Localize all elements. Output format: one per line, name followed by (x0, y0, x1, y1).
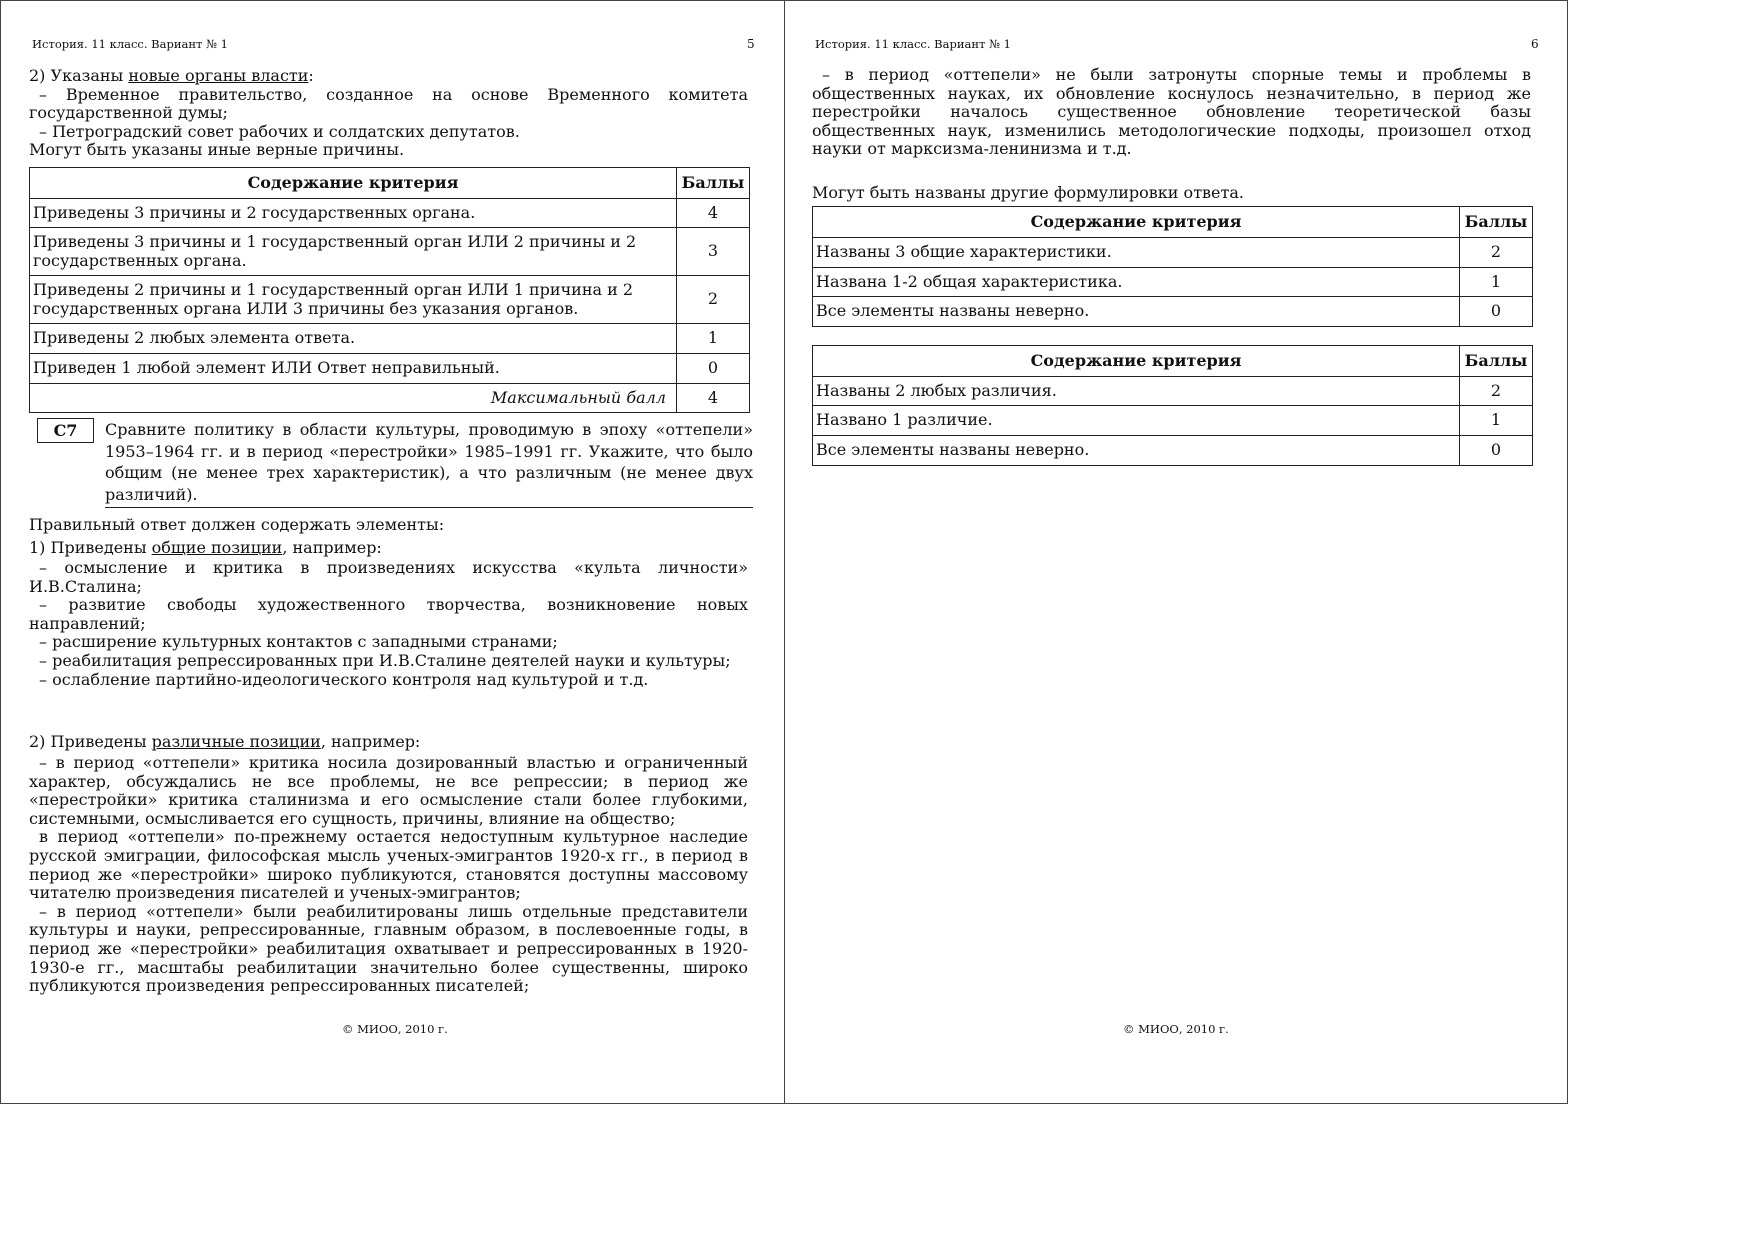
other-formulations-note (812, 184, 1531, 203)
max-score-label: Максимальный балл (30, 384, 677, 413)
points-cell: 1 (1460, 268, 1533, 297)
page-footer: © МИОО, 2010 г. (342, 1022, 448, 1036)
divider (105, 507, 753, 508)
criteria-cell: Приведены 2 любых элемента ответа. (30, 324, 677, 354)
underlined-term: различные позиции (151, 732, 321, 751)
list-item: – осмысление и критика в произведениях искусства «культа личности» И.В.Сталина; (29, 558, 748, 596)
table-row (30, 199, 750, 228)
criteria-table-c6 (29, 167, 750, 413)
answer-intro-section (29, 513, 748, 559)
paragraph: – Петроградский совет рабочих и солдатских депутатов. (39, 121, 520, 141)
points-cell: 1 (1460, 406, 1533, 436)
continuation-paragraph (812, 66, 1531, 159)
criteria-cell: Все элементы названы неверно. (813, 436, 1460, 466)
points-cell: 0 (1460, 297, 1533, 327)
max-score-row (30, 384, 750, 413)
text-fragment: 1) Приведены (29, 538, 152, 557)
paragraph: – Временное правительство, созданное на основе Временного комитета государственной думы; (29, 84, 748, 123)
points-cell: 2 (1460, 377, 1533, 406)
points-cell: 2 (1460, 238, 1533, 268)
list-item: – ослабление партийно-идеологического контроля над культурой и т.д. (39, 669, 649, 689)
table-row (30, 324, 750, 354)
column-header-criteria: Содержание критерия (813, 207, 1460, 238)
text-fragment: , например: (282, 538, 382, 557)
max-score-value: 4 (677, 384, 750, 413)
list-item: в период «оттепели» по-прежнему остается недоступным культурное наследие русской эмиграции, философская мысль ученых-эмигрантов 1920-х гг., в период в период же «перестройки» широко публикуются, становятся доступны массовому читателю произведения писателей и ученых-эмигрантов; (29, 827, 748, 903)
text-fragment: 2) Указаны (29, 66, 129, 85)
column-header-points: Баллы (1460, 207, 1533, 238)
different-positions-heading (29, 733, 748, 752)
table-row (30, 228, 750, 276)
paragraph: Правильный ответ должен содержать элементы: (29, 515, 445, 534)
table-row (813, 436, 1533, 466)
page-number: 5 (747, 37, 755, 51)
running-header: История. 11 класс. Вариант № 1 (815, 37, 1011, 51)
question-text-c7: Сравните политику в области культуры, проводимую в эпоху «оттепели» 1953–1964 гг. и в период «перестройки» 1985–1991 гг. Укажите, что было общим (не менее трех характеристик), а что различным (не менее двух различий). (105, 420, 753, 504)
common-positions-list (29, 559, 748, 689)
criteria-table-common (812, 206, 1533, 327)
paragraph: Могут быть названы другие формулировки ответа. (812, 183, 1244, 202)
table-row (813, 268, 1533, 297)
criteria-cell: Названы 3 общие характеристики. (813, 238, 1460, 268)
paragraph: Могут быть указаны иные верные причины. (29, 140, 405, 160)
table-row (30, 354, 750, 384)
table-row (813, 297, 1533, 327)
page-footer: © МИОО, 2010 г. (1123, 1022, 1229, 1036)
new-authorities-section (29, 67, 748, 160)
criteria-table-differences (812, 345, 1533, 466)
right-page (784, 0, 1568, 1104)
points-cell: 3 (677, 228, 750, 276)
list-item: – в период «оттепели» критика носила дозированный властью и ограниченный характер, обсуждались не все проблемы, не все репрессии; в период же «перестройки» критика сталинизма и его осмысление стали более глубокими, системными, осмысливается его сущность, причины, влияние на общество; (29, 753, 748, 828)
criteria-cell: Все элементы названы неверно. (813, 297, 1460, 327)
list-item: – реабилитация репрессированных при И.В.Сталине деятелей науки и культуры; (39, 650, 731, 670)
points-cell: 0 (1460, 436, 1533, 466)
criteria-cell: Названы 2 любых различия. (813, 377, 1460, 406)
text-fragment: : (308, 66, 314, 85)
page-number: 6 (1531, 37, 1539, 51)
criteria-cell: Приведен 1 любой элемент ИЛИ Ответ неправильный. (30, 354, 677, 384)
table-row (813, 377, 1533, 406)
criteria-cell: Приведены 3 причины и 2 государственных органа. (30, 199, 677, 228)
criteria-cell: Названа 1-2 общая характеристика. (813, 268, 1460, 297)
table-row (30, 276, 750, 324)
column-header-criteria: Содержание критерия (30, 168, 677, 199)
list-item: – расширение культурных контактов с западными странами; (39, 632, 558, 652)
criteria-cell: Названо 1 различие. (813, 406, 1460, 436)
list-item: – в период «оттепели» были реабилитированы лишь отдельные представители культуры и науки, репрессированные, главным образом, в послевоенные годы, в период же «перестройки» реабилитация охватывает и репрессированных в 1920-1930-е гг., масштабы реабилитации значительно более существенны, широко публикуются произведения репрессированных писателей; (29, 901, 748, 996)
points-cell: 1 (677, 324, 750, 354)
underlined-term: новые органы власти (128, 66, 309, 85)
criteria-cell: Приведены 2 причины и 1 государственный орган ИЛИ 1 причина и 2 государственных органа ИЛИ 3 причины без указания органов. (30, 276, 677, 324)
table-row (813, 406, 1533, 436)
column-header-criteria: Содержание критерия (813, 346, 1460, 377)
text-fragment: 2) Приведены (29, 732, 152, 751)
different-positions-list (29, 754, 748, 996)
table-row (813, 238, 1533, 268)
left-page (0, 0, 785, 1104)
text-fragment: , например: (320, 732, 421, 751)
points-cell: 2 (677, 276, 750, 324)
paragraph: – в период «оттепели» не были затронуты спорные темы и проблемы в общественных науках, их обновление коснулось незначительно, в период же перестройки началось существенное обновление теоретической базы общественных наук, изменились методологические подходы, произошел отход науки от марксизма-ленинизма и т.д. (812, 65, 1531, 159)
running-header: История. 11 класс. Вариант № 1 (32, 37, 228, 51)
underlined-term: общие позиции (151, 538, 283, 557)
column-header-points: Баллы (677, 168, 750, 199)
points-cell: 0 (677, 354, 750, 384)
list-item: – развитие свободы художественного творчества, возникновение новых направлений; (29, 595, 748, 633)
points-cell: 4 (677, 199, 750, 228)
column-header-points: Баллы (1460, 346, 1533, 377)
question-label-c7: С7 (37, 418, 94, 443)
criteria-cell: Приведены 3 причины и 1 государственный орган ИЛИ 2 причины и 2 государственных органа. (30, 228, 677, 276)
